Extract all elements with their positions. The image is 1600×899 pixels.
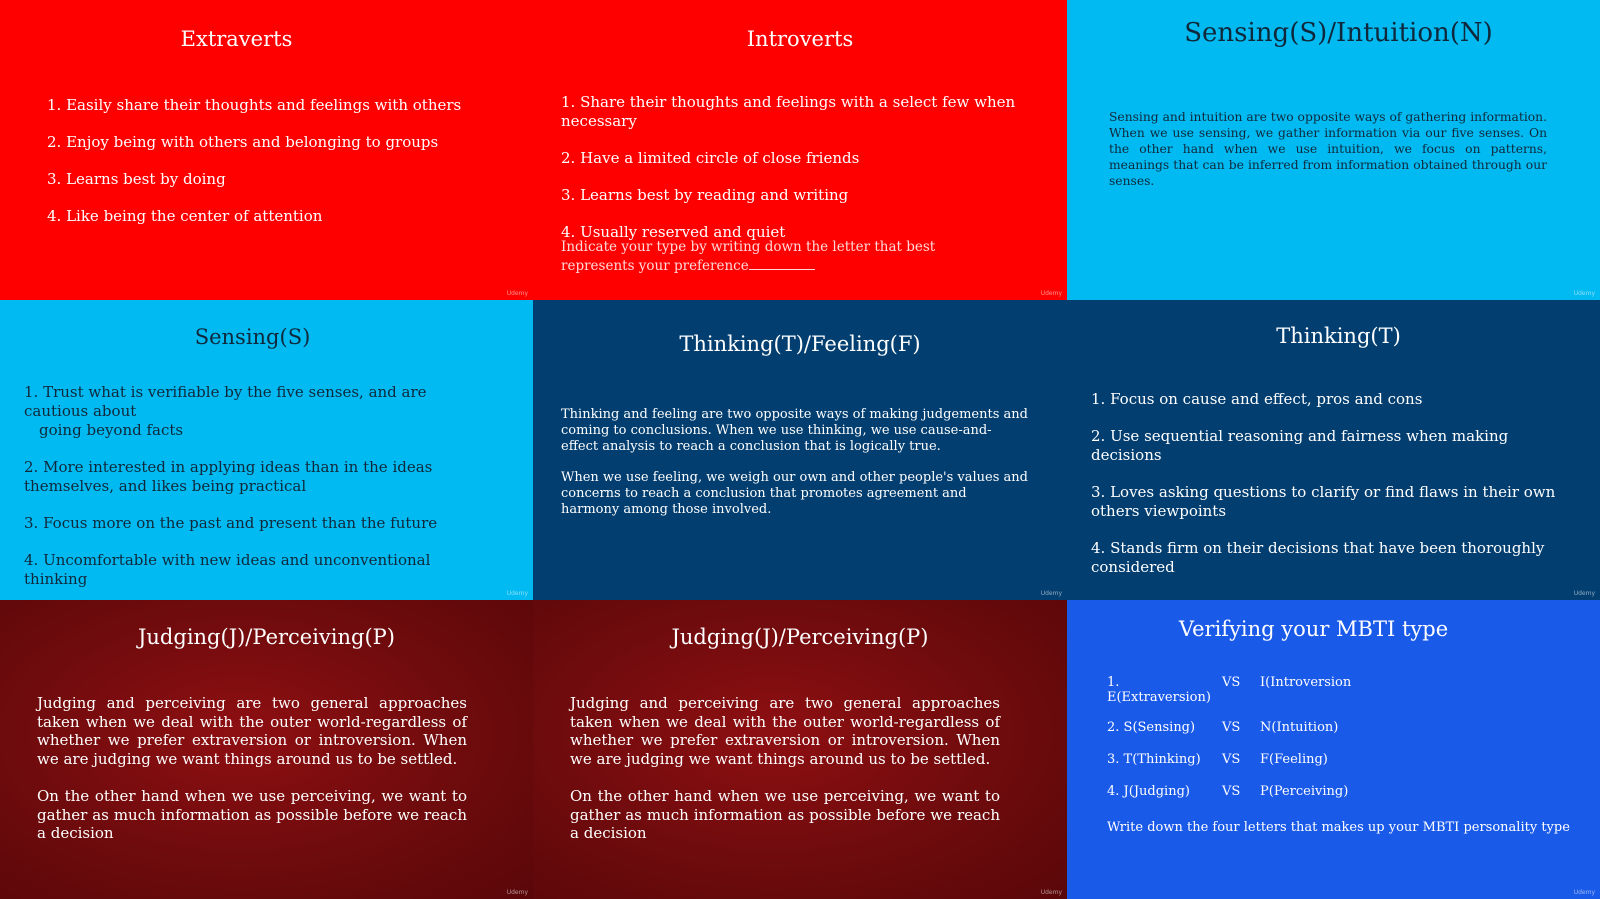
slide-sensing-intuition[interactable] [1067,0,1600,300]
slide-title: Extraverts [180,27,293,51]
list-item: 3. Focus more on the past and present than the future [24,514,438,532]
table-row [1107,752,1351,784]
list-item: 4. Uncomfortable with new ideas and unconventional thinking [24,551,431,588]
pair-vs: VS [1222,752,1241,767]
dichotomy-table [1107,675,1351,816]
watermark: Udemy [1573,590,1595,597]
watermark: Udemy [1573,290,1595,297]
answer-blank [749,269,815,270]
list-item: 1. Easily share their thoughts and feelings with others [47,96,462,114]
slide-verify-mbti[interactable] [1067,600,1600,899]
list-item-line: 1. Trust what is verifiable by the five senses, and are cautious about [24,383,427,420]
pair-right: N(Intuition) [1260,720,1339,735]
watermark: Udemy [506,889,528,896]
watermark: Udemy [1573,889,1595,896]
list-item: 1. Focus on cause and effect, pros and cons [1091,390,1423,408]
slide-title: Thinking(T)/Feeling(F) [679,332,921,356]
instruction-text: Indicate your type by writing down the letter that best represents your preference [561,239,936,274]
slide-title: Sensing(S)/Intuition(N) [1184,18,1493,48]
slide-title: Sensing(S) [194,325,311,349]
slide-paragraph: When we use feeling, we weigh our own and other people's values and concerns to reach a conclusion that promotes agreement and harmony among those involved. [561,470,1028,517]
slide-thinking[interactable] [1067,300,1600,600]
list-item: 2. Enjoy being with others and belonging to groups [47,133,439,151]
pair-right: I(Introversion [1260,675,1352,690]
slide-paragraph: On the other hand when we use perceiving, we want to gather as much information as possible before we reach a decision [37,787,467,842]
list-item: 2. Have a limited circle of close friends [561,149,860,167]
slide-body: Sensing and intuition are two opposite ways of gathering information. When we use sensing, we gather information via our five senses. On the other hand when we use intuition, we focus on patterns, meanings that can be inferred from information obtained through our senses. [1109,110,1547,188]
slide-title: Judging(J)/Perceiving(P) [671,625,929,649]
slide-title: Introverts [746,27,854,51]
table-row [1107,675,1351,720]
slide-thinking-feeling[interactable] [533,300,1067,600]
table-row [1107,720,1351,752]
list-item: 2. More interested in applying ideas than in the ideas themselves, and likes being practical [24,458,433,495]
pair-right: P(Perceiving) [1260,784,1349,799]
list-item-line: going beyond facts [39,421,184,439]
slide-footer: Write down the four letters that makes up your MBTI personality type [1107,820,1570,835]
trait-list [47,96,461,244]
slide-judging-perceiving[interactable] [0,600,533,899]
list-item: 4. Stands firm on their decisions that have been thoroughly considered [1091,539,1545,576]
watermark: Udemy [1040,889,1062,896]
pair-vs: VS [1222,675,1241,690]
slide-paragraph: Thinking and feeling are two opposite ways of making judgements and coming to conclusions. When we use thinking, we use cause-and-effect analysis to reach a conclusion that is logically true. [561,407,1028,454]
list-item: 3. Learns best by doing [47,170,226,188]
watermark: Udemy [1040,590,1062,597]
list-item [24,383,494,440]
pair-left: 2. S(Sensing) [1107,720,1196,735]
slide-paragraph: Judging and perceiving are two general approaches taken when we deal with the outer world-regardless of whether we prefer extraversion or introversion. When we are judging we want things around us to be settled. [37,694,467,768]
pair-vs: VS [1222,720,1241,735]
slide-title: Judging(J)/Perceiving(P) [137,625,395,649]
watermark: Udemy [506,290,528,297]
slide-extraverts[interactable] [0,0,533,300]
slide-paragraph: Judging and perceiving are two general approaches taken when we deal with the outer world-regardless of whether we prefer extraversion or introversion. When we are judging we want things around us to be settled. [570,694,1000,768]
list-item: 2. Use sequential reasoning and fairness when making decisions [1091,427,1509,464]
slide-title: Verifying your MBTI type [1178,617,1449,641]
trait-list [1091,390,1561,595]
slide-judging-perceiving-repeat[interactable] [533,600,1067,899]
list-item: 4. Like being the center of attention [47,207,323,225]
list-item: 1. Share their thoughts and feelings with a select few when necessary [561,93,1016,130]
slide-title: Thinking(T) [1276,324,1401,348]
pair-right: F(Feeling) [1260,752,1328,767]
table-row [1107,784,1351,816]
pair-left: 3. T(Thinking) [1107,752,1201,767]
list-item: 3. Learns best by reading and writing [561,186,849,204]
watermark: Udemy [506,590,528,597]
instruction-note [561,238,1001,276]
slide-introverts[interactable] [533,0,1067,300]
trait-list [24,383,494,600]
list-item: 3. Loves asking questions to clarify or find flaws in their own others viewpoints [1091,483,1556,520]
trait-list [561,93,1067,260]
slide-paragraph: On the other hand when we use perceiving, we want to gather as much information as possible before we reach a decision [570,787,1000,842]
pair-vs: VS [1222,784,1241,799]
list-item: 4. Usually reserved and quiet [561,223,786,241]
pair-left: 1. E(Extraversion) [1107,675,1211,705]
watermark: Udemy [1040,290,1062,297]
pair-left: 4. J(Judging) [1107,784,1190,799]
slide-sensing[interactable] [0,300,533,600]
